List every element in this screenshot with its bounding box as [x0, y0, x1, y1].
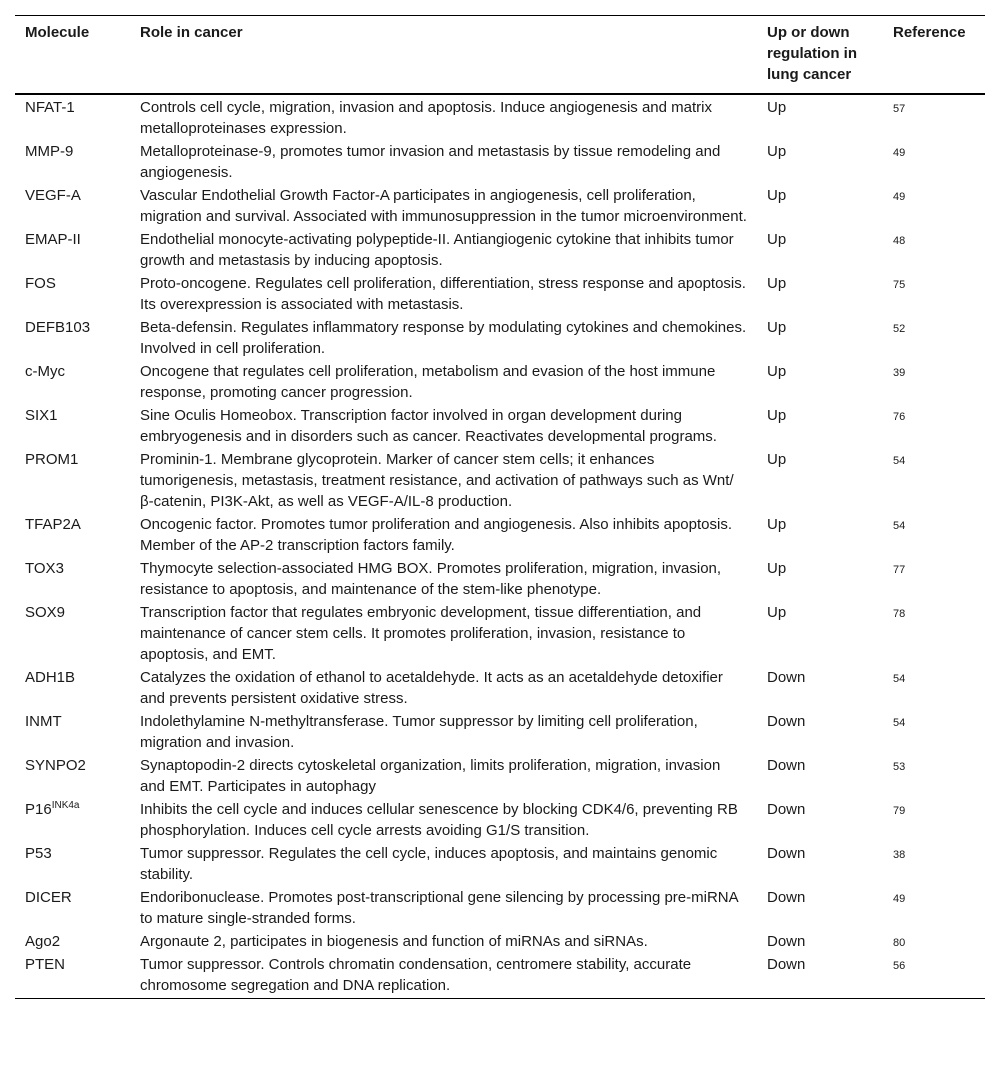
cell-regulation: Up	[767, 143, 787, 160]
reference-number: 77	[893, 564, 906, 576]
cell-reference	[883, 316, 985, 360]
reference-number: 54	[893, 455, 906, 467]
cell-regulation: Up	[767, 451, 787, 468]
cell-regulation: Up	[767, 231, 787, 248]
reference-number: 79	[893, 805, 906, 817]
cell-reference	[883, 404, 985, 448]
cell-role: Transcription factor that regulates embryonic development, tissue differentiation, and maintenance of cancer stem cells. It promotes proliferation, invasion, resistance to apoptosis, and EMT.	[140, 604, 702, 663]
molecule-name: TFAP2A	[25, 516, 81, 533]
reference-number: 76	[893, 411, 906, 423]
table-row	[15, 754, 985, 798]
cell-regulation: Down	[767, 713, 806, 730]
table-row	[15, 953, 985, 999]
reference-number: 56	[893, 960, 906, 972]
cell-molecule	[15, 94, 130, 140]
header-reference: Reference	[883, 16, 985, 95]
molecule-name: NFAT-1	[25, 99, 75, 116]
table-row	[15, 94, 985, 140]
cell-reference	[883, 448, 985, 513]
table-row	[15, 184, 985, 228]
cell-role: Controls cell cycle, migration, invasion and apoptosis. Induce angiogenesis and matrix metalloproteinases expression.	[140, 99, 712, 137]
reference-number: 39	[893, 367, 906, 379]
table-row	[15, 404, 985, 448]
molecule-name: Ago2	[25, 933, 61, 950]
reference-number: 54	[893, 520, 906, 532]
molecule-name: DEFB103	[25, 319, 91, 336]
cell-role: Inhibits the cell cycle and induces cellular senescence by blocking CDK4/6, preventing RB phosphorylation. Induces cell cycle arrests avoiding G1/S transition.	[140, 801, 738, 839]
molecule-name: c-Myc	[25, 363, 65, 380]
cell-molecule	[15, 272, 130, 316]
table-row	[15, 666, 985, 710]
reference-number: 49	[893, 191, 906, 203]
cell-role: Argonaute 2, participates in biogenesis and function of miRNAs and siRNAs.	[140, 933, 648, 950]
cell-regulation: Down	[767, 669, 806, 686]
cell-role: Vascular Endothelial Growth Factor-A participates in angiogenesis, cell proliferation, migration and survival. Associated with immunosuppression in the tumor microenvironment.	[140, 187, 747, 225]
molecule-name: INMT	[25, 713, 62, 730]
cell-molecule	[15, 754, 130, 798]
table-row	[15, 886, 985, 930]
cell-regulation: Up	[767, 99, 787, 116]
table-row	[15, 930, 985, 953]
cell-regulation: Up	[767, 319, 787, 336]
reference-number: 48	[893, 235, 906, 247]
cell-reference	[883, 601, 985, 666]
cell-regulation: Down	[767, 757, 806, 774]
cell-regulation: Up	[767, 560, 787, 577]
cell-molecule	[15, 184, 130, 228]
cell-role: Oncogenic factor. Promotes tumor proliferation and angiogenesis. Also inhibits apoptosis. Member of the AP-2 transcription factors family.	[140, 516, 733, 554]
cell-regulation: Down	[767, 933, 806, 950]
table-row	[15, 710, 985, 754]
cell-regulation: Up	[767, 604, 787, 621]
reference-number: 54	[893, 673, 906, 685]
table-row	[15, 272, 985, 316]
table-row	[15, 140, 985, 184]
cell-regulation: Down	[757, 953, 883, 999]
cell-molecule	[15, 513, 130, 557]
cell-molecule	[15, 930, 130, 953]
table-row	[15, 557, 985, 601]
molecule-name: PTEN	[25, 956, 66, 973]
cell-role: Endoribonuclease. Promotes post-transcriptional gene silencing by processing pre-miRNA to mature single-stranded forms.	[140, 889, 738, 927]
reference-number: 75	[893, 279, 906, 291]
cell-reference	[883, 228, 985, 272]
molecule-name: TOX3	[25, 560, 64, 577]
cell-molecule	[15, 886, 130, 930]
cell-reference	[883, 754, 985, 798]
header-role: Role in cancer	[130, 16, 757, 95]
cell-regulation: Up	[767, 187, 787, 204]
cell-role: Thymocyte selection-associated HMG BOX. Promotes proliferation, migration, invasion, resistance to apoptosis, and maintenance of the stem-like phenotype.	[140, 560, 722, 598]
cell-reference	[883, 930, 985, 953]
molecule-superscript: INK4a	[51, 800, 80, 811]
cell-role: Catalyzes the oxidation of ethanol to acetaldehyde. It acts as an acetaldehyde detoxifier and prevents persistent oxidative stress.	[140, 669, 723, 707]
cell-reference	[883, 710, 985, 754]
cell-molecule	[15, 601, 130, 666]
molecule-name: DICER	[25, 889, 72, 906]
cell-reference	[883, 798, 985, 842]
cell-molecule	[15, 953, 130, 999]
cell-regulation: Down	[767, 889, 806, 906]
molecule-name: EMAP-II	[25, 231, 81, 248]
reference-number: 54	[893, 717, 906, 729]
molecule-name: SOX9	[25, 604, 66, 621]
cell-role: Prominin-1. Membrane glycoprotein. Marker of cancer stem cells; it enhances tumorigenesis, metastasis, treatment resistance, and activation of pathways such as Wnt/β-catenin, PI3K-Akt, as well as VEGF-A/IL-8 production.	[140, 451, 734, 510]
cell-role: Proto-oncogene. Regulates cell proliferation, differentiation, stress response and apoptosis. Its overexpression is associated with metastasis.	[140, 275, 746, 313]
cell-molecule	[15, 842, 130, 886]
header-regulation: Up or down regulation in lung cancer	[757, 16, 883, 95]
cell-regulation: Up	[767, 516, 787, 533]
molecule-name: MMP-9	[25, 143, 74, 160]
cell-role: Tumor suppressor. Regulates the cell cycle, induces apoptosis, and maintains genomic stability.	[140, 845, 718, 883]
reference-number: 78	[893, 608, 906, 620]
cell-molecule	[15, 448, 130, 513]
molecule-name: SIX1	[25, 407, 58, 424]
table-container	[15, 15, 985, 999]
cell-reference	[883, 94, 985, 140]
cell-molecule	[15, 557, 130, 601]
molecule-name: P16	[25, 801, 52, 818]
cell-role: Indolethylamine N-methyltransferase. Tumor suppressor by limiting cell proliferation, migration and invasion.	[140, 713, 698, 751]
table-row	[15, 601, 985, 666]
table-row	[15, 448, 985, 513]
reference-number: 80	[893, 937, 906, 949]
molecule-name: FOS	[25, 275, 56, 292]
cell-regulation: Down	[767, 801, 806, 818]
molecule-name: PROM1	[25, 451, 79, 468]
table-row	[15, 360, 985, 404]
cell-reference	[883, 842, 985, 886]
cell-molecule	[15, 798, 130, 842]
cell-molecule	[15, 710, 130, 754]
cell-molecule	[15, 666, 130, 710]
cell-molecule	[15, 228, 130, 272]
cell-role: Tumor suppressor. Controls chromatin condensation, centromere stability, accurate chromosome segregation and DNA replication.	[130, 953, 757, 999]
table-body	[15, 94, 985, 999]
cell-reference	[883, 557, 985, 601]
table-row	[15, 513, 985, 557]
table-row	[15, 842, 985, 886]
cell-reference	[883, 513, 985, 557]
cell-molecule	[15, 316, 130, 360]
table-header	[15, 16, 985, 95]
molecule-name: P53	[25, 845, 52, 862]
cell-reference	[883, 360, 985, 404]
molecule-name: ADH1B	[25, 669, 76, 686]
cell-molecule	[15, 140, 130, 184]
cell-reference	[883, 272, 985, 316]
cell-role: Endothelial monocyte-activating polypeptide-II. Antiangiogenic cytokine that inhibits tumor growth and metastasis by inducing apoptosis.	[140, 231, 734, 269]
cell-regulation: Up	[767, 363, 787, 380]
cell-reference	[883, 184, 985, 228]
molecule-name: VEGF-A	[25, 187, 81, 204]
cell-molecule	[15, 404, 130, 448]
reference-number: 49	[893, 147, 906, 159]
reference-number: 52	[893, 323, 906, 335]
header-row	[15, 16, 985, 95]
cell-reference	[883, 886, 985, 930]
reference-number: 38	[893, 849, 906, 861]
table-row	[15, 228, 985, 272]
cell-reference	[883, 140, 985, 184]
reference-number: 49	[893, 893, 906, 905]
cell-regulation: Down	[767, 845, 806, 862]
cell-molecule	[15, 360, 130, 404]
header-molecule: Molecule	[15, 16, 130, 95]
table-row	[15, 316, 985, 360]
reference-number: 57	[893, 103, 906, 115]
cell-role: Synaptopodin-2 directs cytoskeletal organization, limits proliferation, migration, invasion and EMT. Participates in autophagy	[140, 757, 721, 795]
cell-reference	[883, 953, 985, 999]
cell-reference	[883, 666, 985, 710]
table-row	[15, 798, 985, 842]
molecule-table	[15, 15, 985, 999]
cell-role: Oncogene that regulates cell proliferation, metabolism and evasion of the host immune response, promoting cancer progression.	[140, 363, 716, 401]
cell-role: Sine Oculis Homeobox. Transcription factor involved in organ development during embryogenesis and in disorders such as cancer. Reactivates developmental programs.	[140, 407, 717, 445]
molecule-name: SYNPO2	[25, 757, 86, 774]
cell-regulation: Up	[767, 407, 787, 424]
cell-role: Beta-defensin. Regulates inflammatory response by modulating cytokines and chemokines. Involved in cell proliferation.	[140, 319, 747, 357]
reference-number: 53	[893, 761, 906, 773]
cell-role: Metalloproteinase-9, promotes tumor invasion and metastasis by tissue remodeling and angiogenesis.	[140, 143, 721, 181]
cell-regulation: Up	[767, 275, 787, 292]
